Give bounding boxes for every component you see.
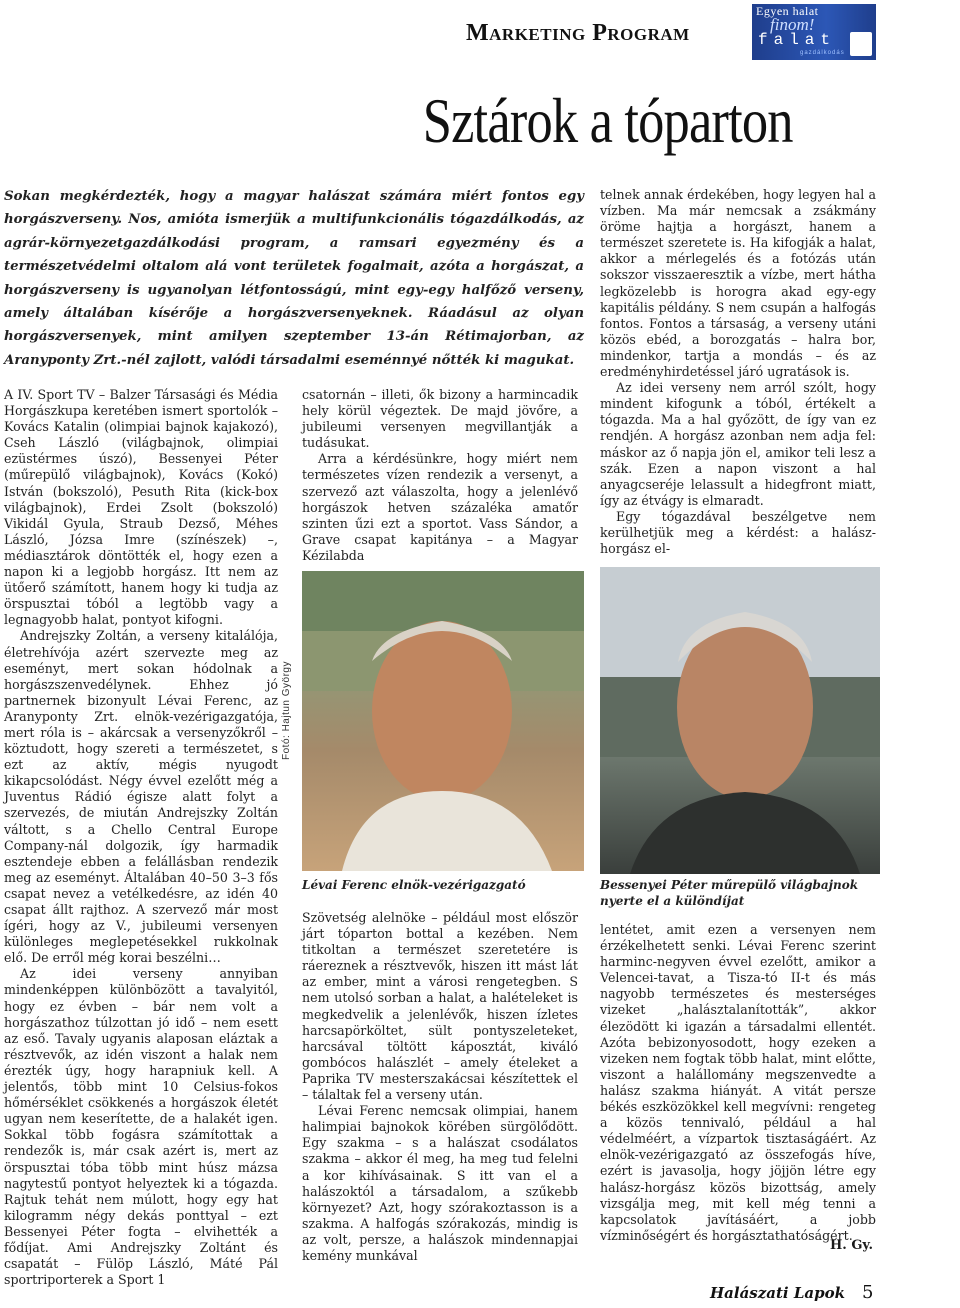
paragraph: A IV. Sport TV – Balzer Társasági és Média Horgászkupa keretében ismert sportolók – Kovács Katalin (olimpiai bajnok kajakozó), Cseh László (világbajnok, olimpiai ezüstérmes úszó), Bessenyei Péter (műrepülő világbajnok), Kovács (Kokó) István (bokszoló), Pesuth Rita (kick-box világbajnok), Erdei Zsolt (bokszoló) Vikidál Gyula, Straub Dezső, Méhes László, Józsa Imre (színészek) –, médiasztárok döntötték el, hogy ezen a napon ki a legjobb horgász. Itt nem az ütőerő számított, hanem hogy ki tudja az örspusztai tóból a legtöbb vagy a legnagyobb halat, pontyot kifogni.	[4, 387, 278, 628]
paragraph: Egy tógazdával beszélgetve nem kerülhetjük meg a kérdést: a halász-horgász el-	[600, 508, 876, 557]
paragraph: lentétet, amit ezen a versenyen nem érzékelhetett senki. Lévai Ferenc szerint harminc-negyven évvel ezelőtt, amikor a Velencei-tavat, a Tisza-tó II-t és más nagyobb természetes és mesterséges vizeket „halásztalanították”, akkor élezödött ki igazán a társadalmi ellentét. Azóta bebizonyosodott, hogy ezeken a vizeken nem fogtak több halat, mint előtte, viszont a halállomány megszenvedte a halász szakma hiányát. A vitát persze békés eszközökkel kell megvívni: rengeteg a közös tennivaló, például a hal védelméért, a vízpartok tisztaságáért. Az elnök-vezérigazgató az összefogás híve, ezért is javasolja, hogy jöjjön létre egy halász-horgász közös bizottság, amely vizsgálja meg, mit kell még tenni a kapcsolatok javításáért, a jobb vízminőségért és horgásztathatóságért.	[600, 922, 876, 1243]
logo-badge-icon	[850, 32, 872, 56]
article-title: Sztárok a tóparton	[422, 85, 793, 156]
portrait-illustration	[600, 567, 880, 874]
section-heading: Marketing Program	[466, 20, 690, 46]
portrait-illustration	[302, 571, 584, 871]
paragraph: Az idei verseny annyiban mindenképpen különbözött a tavalyitól, hogy ez évben – bár nem volt a horgászathoz túlzottan jó idő – nem esett az eső. Tavaly ugyanis alaposan eláztak a résztvevők, az idén viszont a halak nem érezték úgy, hogy harapniuk kell. A jelentős, több mint 10 Celsius-fokos hőmérséklet csökkenés a horgászok életét ugyan nem keserítette, de a halakét igen. Sokkal több fogásra számítottak a rendezők is, már csak azért is, mert az örspusztai tóba több mint húsz mázsa nagytestű pontyot helyeztek ki a tógazda. Rajtuk tehát nem múlott, hogy egy hat kilogramm négy dekás ponttyal – ezt Bessenyei Péter fogta – elvihették a fődíjat. Ami Andrejszky Zoltánt és csapatát – Fülöp László, Máté Pál sportriporterek a Sport 1	[4, 966, 278, 1288]
photo-bessenyei-peter	[600, 567, 880, 874]
logo-line-1: Egyen halat	[756, 4, 819, 18]
paragraph: csatornán – illeti, ők bizony a harmincadik hely körül végeztek. De majd jövőre, a jubileumi versenyen megvillantják a tudásukat.	[302, 387, 578, 451]
photo-caption-2: Bessenyei Péter műrepülő világbajnok nyerte el a különdíjat	[600, 878, 859, 908]
paragraph: Andrejszky Zoltán, a verseny kitalálója, életrehívója azért szervezte meg az eseményt, mert sokan hódolnak a horgászszenvedélynek. Ehhez jó partnernek bizonyult Lévai Ferenc, az Aranyponty Zrt. elnök-vezérigazgatója, mert róla is – akárcsak a versenyzőkről – köztudott, hogy szereti a természetet, s ezt az aktív, mégis nyugodt kikapcsolódást. Négy évvel ezelőtt még a Juventus Rádió égisze alatt folyt a szervezés, de miután Andrejszky Zoltán váltott, s a Chello Central Europe Company-nál dolgozik, így harmadik esztendeje ebben a felállásban rendezik meg az eseményt. Általában 40–50 3–3 fős csapat nevez a vetélkedésre, az idén 40 csapat állt rajthoz. A szervező már most ígéri, hogy az V., jubileumi versenyen különleges meglepetésekkel rukkolnak elő. De erről még korai beszélni…	[4, 628, 278, 966]
paragraph: Lévai Ferenc nemcsak olimpiai, hanem halimpiai bajnokok körében sürgölődött. Egy szakma – s a halászat csodálatos szakma – akkor él meg, ha meg tud felelni a kor kihívásainak. S itt van el a halászoktól a társadalom, a szűkebb környezet? Azt, hogy szórakoztasson is a szakma. A halfogás szórakozás, mindig is az volt, persze, a halászok mindennapjai kemény munkával	[302, 1103, 578, 1263]
magazine-name: Halászati Lapok	[710, 1284, 845, 1302]
logo-line-2: finom!	[770, 15, 815, 34]
photo-caption-1: Lévai Ferenc elnök-vezérigazgató	[302, 878, 526, 892]
body-column-2-top	[302, 387, 578, 564]
paragraph: Arra a kérdésünkre, hogy miért nem természetes vízen rendezik a versenyt, a szervező azt válaszolta, hogy a jelenlévő horgászok hetven százaléka amatőr szinten űzi ezt a sportot. Vass Sándor, a Grave csapat kapitánya – a Magyar Kézilabda	[302, 451, 578, 563]
body-column-2-bottom	[302, 910, 578, 1264]
body-column-1	[4, 387, 278, 1288]
body-column-3-bottom	[600, 922, 876, 1244]
logo-line-3: falat	[758, 31, 837, 49]
photo-levai-ferenc	[302, 571, 584, 871]
logo-line-4: gazdálkodás	[800, 50, 845, 56]
paragraph: telnek annak érdekében, hogy legyen hal a vízben. Ma már nemcsak a zsákmány öröme hajtja a horgászt, hanem a természet szeretete is. Ha kifogják a halat, akkor a mérlegelés és a fotózás után sokszor visszaeresztik a vízbe, mert hátha legközelebb is horogra akad egy-egy kapitális példány. S nem csupán a halfogás fontos. Fontos a társaság, a verseny utáni közös ebéd, a borozgatás – halra bor, mindenkor, tartja a mondás – és az eredményhirdetéssel járó ugratások is.	[600, 187, 876, 380]
page-number: 5	[862, 1282, 874, 1303]
program-logo	[752, 4, 876, 60]
author-signature: H. Gy.	[830, 1238, 874, 1253]
body-column-3-top	[600, 187, 876, 557]
article-lead: Sokan megkérdezték, hogy a magyar halászat számára miért fontos egy horgászverseny. Nos, amióta ismerjük a multifunkcionális tógazdálkodás, az agrár-környezetgazdálkodási program, a ramsari egyezmény és a természetvédelmi oltalom alá vont területek fogalmait, azóta a horgászat, a horgászverseny is ugyanolyan létfontosságú, mint egy-egy halfőző verseny, amely általában kísérője a horgászversenyeknek. Ráadásul az olyan horgászversenyek, mint amilyen szeptember 13-án Rétimajorban, az Aranyponty Zrt.-nél zajlott, valódi társadalmi eseménnyé nőtték ki magukat.	[4, 189, 584, 368]
paragraph: Szövetség alelnöke – például most először járt tóparton bottal a kezében. Nem titkoltan a természet szeretetére is ráereznek a résztvevők, hiszen itt mást lát az ember, mint a városi rengetegben. S nem utolsó sorban a halat, a halételeket is megkedvelik a jelenlévők, hiszen ízletes harcsapörköltet, sült pontyszeleteket, harcsával töltött káposztát, kiváló gombócos halászlét – amely ételeket a Paprika TV mesterszakácsai készítettek el – tálaltak fel a verseny után.	[302, 910, 578, 1103]
paragraph: Az idei verseny nem arról szólt, hogy mindent kifogunk a tóból, értékelt a tógazda. Ma a hal győzött, de így van ez rendjén. A horgász azonban nem adja fel: máskor az ő napja jön el, amikor teli lesz a szák. Ezen a napon viszont a hal anyagcseréje lelassult a hidegfront miatt, így az étvágy is elmaradt.	[600, 380, 876, 508]
photo-credit: Fotó: Hajtun György	[281, 661, 292, 760]
